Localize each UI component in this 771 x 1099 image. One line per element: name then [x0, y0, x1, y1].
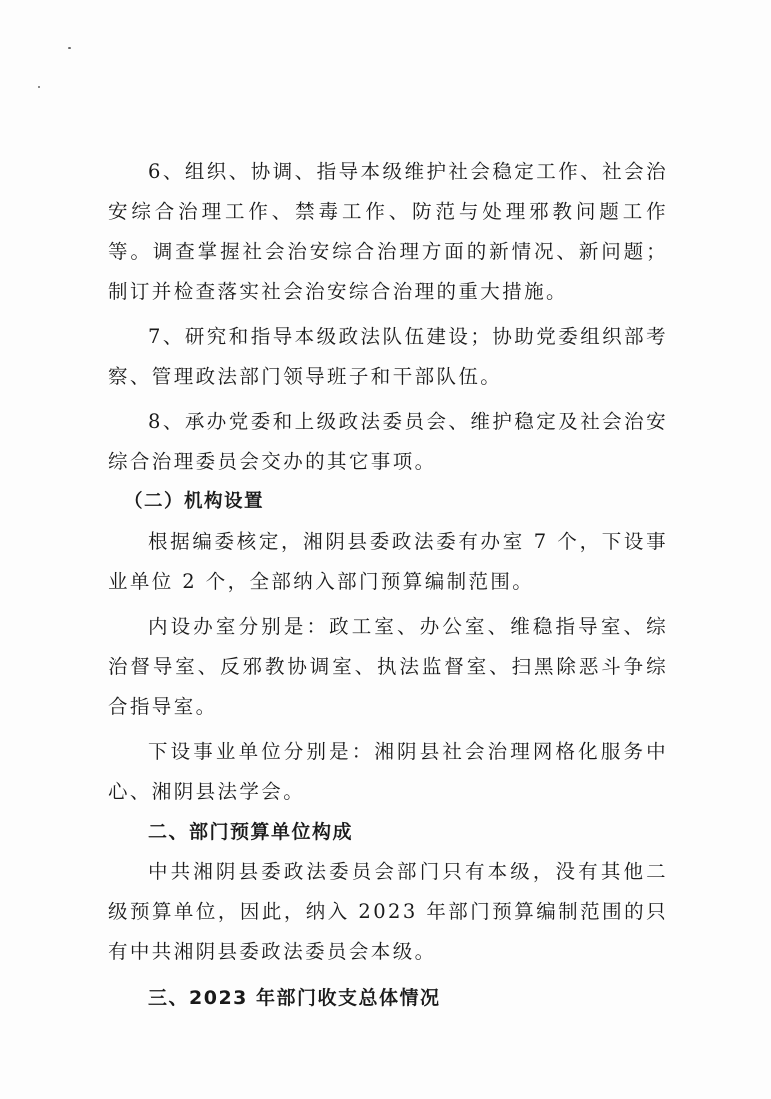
- scan-speck: [38, 86, 40, 88]
- document-body: [108, 152, 668, 1018]
- heading-budget-units: 二、部门预算单位构成: [148, 821, 354, 843]
- subheading-org-setup: （二）机构设置: [124, 491, 265, 512]
- heading-revenue-expenditure: 三、2023 年部门收支总体情况: [148, 987, 441, 1009]
- paragraph-item-7: 7、研究和指导本级政法队伍建设；协助党委组织部考察、管理政法部门领导班子和干部队伍。: [108, 325, 668, 388]
- paragraph-budget-units: 中共湘阴县委政法委员会部门只有本级，没有其他二级预算单位，因此，纳入 2023 年部门预算编制范围的只有中共湘阴县委政法委员会本级。: [108, 860, 668, 963]
- paragraph-item-8: 8、承办党委和上级政法委员会、维护稳定及社会治安综合治理委员会交办的其它事项。: [108, 410, 668, 473]
- paragraph-subordinate-units: 下设事业单位分别是：湘阴县社会治理网格化服务中心、湘阴县法学会。: [108, 740, 668, 803]
- paragraph-internal-offices: 内设办室分别是：政工室、办公室、维稳指导室、综治督导室、反邪教协调室、执法监督室、扫黑除恶斗争综合指导室。: [108, 615, 668, 718]
- paragraph-item-6: 6、组织、协调、指导本级维护社会稳定工作、社会治安综合治理工作、禁毒工作、防范与处理邪教问题工作等。调查掌握社会治安综合治理方面的新情况、新问题；制订并检查落实社会治安综合治理的重大措施。: [108, 160, 668, 303]
- paragraph-org-approval: 根据编委核定，湘阴县委政法委有办室 7 个，下设事业单位 2 个，全部纳入部门预算编制范围。: [108, 530, 668, 593]
- scan-speck: [68, 47, 71, 49]
